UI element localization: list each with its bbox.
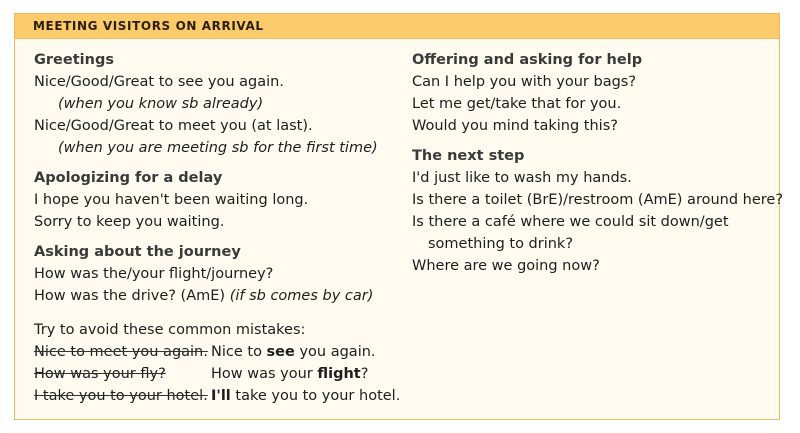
phrase-line: Is there a toilet (BrE)/restroom (AmE) around here? — [412, 192, 784, 208]
phrase-line: Let me get/take that for you. — [412, 96, 622, 112]
usage-note: (when you are meeting sb for the first time) — [58, 140, 378, 156]
phrase-line: Nice/Good/Great to meet you (at last). — [34, 118, 313, 134]
mistake-row — [34, 341, 414, 363]
section-title-journey: Asking about the journey — [34, 244, 241, 260]
section-title-greetings: Greetings — [34, 52, 114, 68]
phrase-line: Nice/Good/Great to see you again. — [34, 74, 284, 90]
phrase-text: How was the drive? (AmE) — [34, 288, 230, 304]
usage-note-inline: (if sb comes by car) — [229, 288, 374, 304]
right-column — [412, 50, 784, 277]
section-title-apologizing: Apologizing for a delay — [34, 170, 223, 186]
phrase-line: I'd just like to wash my hands. — [412, 170, 632, 186]
phrase-box — [14, 13, 784, 420]
box-title: MEETING VISITORS ON ARRIVAL — [33, 19, 264, 33]
correct-phrase: I'll take you to your hotel. — [211, 388, 401, 404]
box-header — [15, 14, 779, 39]
phrase-line: Where are we going now? — [412, 258, 600, 274]
section-title-next-step: The next step — [412, 148, 525, 164]
phrase-line: Sorry to keep you waiting. — [34, 214, 225, 230]
phrase-line: I hope you haven't been waiting long. — [34, 192, 309, 208]
phrase-line-continued: something to drink? — [428, 236, 574, 252]
wrong-phrase: Nice to meet you again. — [34, 344, 208, 360]
phrase-line: Is there a café where we could sit down/get — [412, 214, 729, 230]
phrase-line: Can I help you with your bags? — [412, 74, 637, 90]
correct-phrase: How was your flight? — [211, 366, 369, 382]
mistake-row — [34, 385, 414, 407]
wrong-phrase: I take you to your hotel. — [34, 388, 208, 404]
correct-phrase: Nice to see you again. — [211, 344, 376, 360]
usage-note: (when you know sb already) — [58, 96, 264, 112]
mistake-row — [34, 363, 414, 385]
phrase-line — [34, 285, 414, 307]
section-title-offering: Offering and asking for help — [412, 52, 643, 68]
left-column — [34, 50, 414, 407]
mistakes-intro: Try to avoid these common mistakes: — [34, 322, 306, 338]
phrase-line: Would you mind taking this? — [412, 118, 618, 134]
wrong-phrase: How was your fly? — [34, 366, 166, 382]
phrase-line: How was the/your flight/journey? — [34, 266, 274, 282]
